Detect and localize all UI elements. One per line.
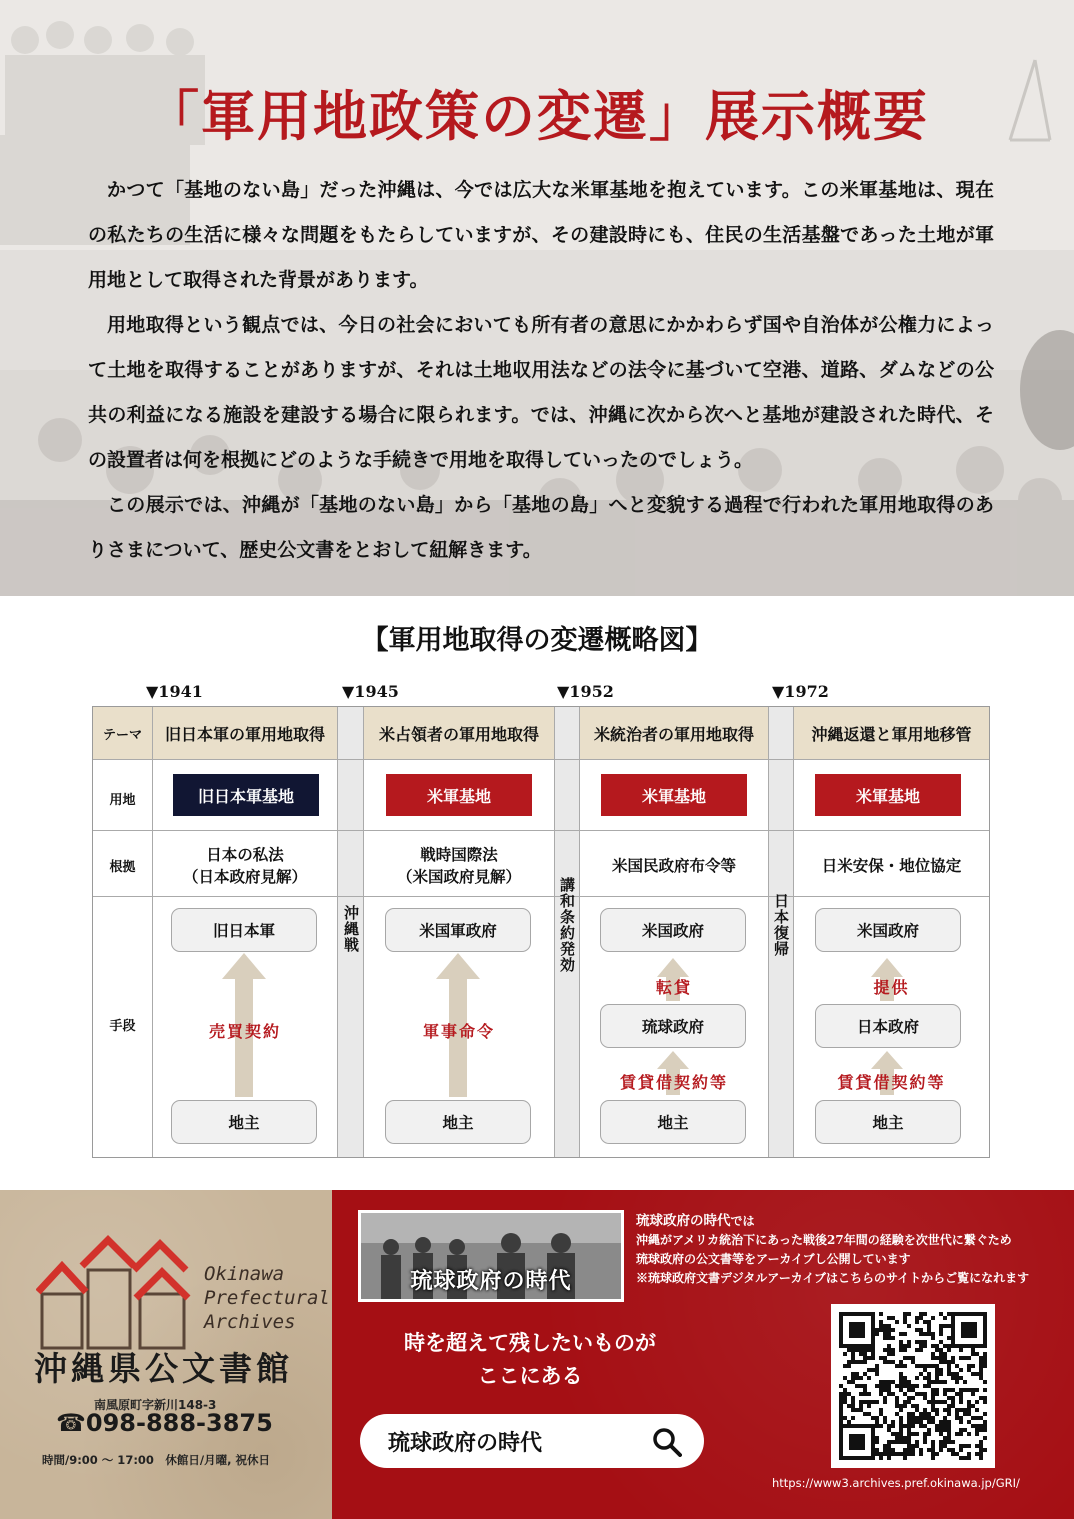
actor-box: 地主 [385, 1100, 531, 1144]
actor-box: 日本政府 [815, 1004, 961, 1048]
arrow-label: 賃貸借契約等 [619, 1073, 728, 1092]
event-label-okinawa-battle: 沖縄戦 [342, 905, 360, 953]
row-label-theme: テーマ [93, 707, 152, 759]
year-label-1952: ▼1952 [557, 682, 614, 701]
arrow-label: 軍事命令 [422, 1022, 495, 1041]
info-title: 琉球政府の時代 [636, 1213, 731, 1229]
land-box: 米軍基地 [815, 774, 961, 816]
info-line: 沖縄がアメリカ統治下にあった戦後27年間の経験を次世代に繋ぐため [636, 1233, 1012, 1247]
actor-box: 米国政府 [815, 908, 961, 952]
qr-code[interactable] [831, 1304, 995, 1468]
event-label-peace-treaty: 講和条約発効 [558, 877, 576, 973]
event-label-reversion: 日本復帰 [772, 893, 790, 957]
diagram-title: 【軍用地取得の変遷概略図】 [361, 625, 713, 656]
intro-paragraph: かつて「基地のない島」だった沖縄は、今では広大な米軍基地を抱えています。この米軍基地は、現在の私たちの生活に様々な問題をもたらしていますが、その建設時にも、住民の生活基盤であった土地が軍用地として取得された背景があります。 [88, 179, 994, 291]
address: 南風原町字新川148-3 [94, 1398, 217, 1412]
slogan-line: 時を超えて残したいものが [404, 1330, 656, 1355]
theme-cell: 米占領者の軍用地取得 [364, 707, 554, 759]
arrow-label: 売買契約 [208, 1022, 281, 1041]
basis-text: 戦時国際法 [420, 845, 498, 864]
page-title: 「軍用地政策の変遷」展示概要 [145, 84, 929, 148]
logo-line: Archives [204, 1311, 296, 1333]
phone-number: ☎098-888-3875 [56, 1409, 273, 1437]
arrow-label: 提供 [873, 978, 910, 997]
slogan [360, 1326, 700, 1392]
archives-logo-text [204, 1262, 330, 1334]
banner-title: 琉球政府の時代 [410, 1268, 572, 1294]
info-title-suffix: では [730, 1214, 755, 1228]
actor-box: 米国政府 [600, 908, 746, 952]
basis-note: （米国政府見解） [396, 867, 521, 886]
actor-box: 琉球政府 [600, 1004, 746, 1048]
actor-box: 旧日本軍 [171, 908, 317, 952]
actor-box: 地主 [600, 1100, 746, 1144]
arrow-label: 賃貸借契約等 [837, 1073, 946, 1092]
intro-text [88, 168, 994, 573]
theme-cell: 旧日本軍の軍用地取得 [153, 707, 337, 759]
year-label-1945: ▼1945 [342, 682, 399, 701]
actor-box: 地主 [815, 1100, 961, 1144]
logo-line: Okinawa [204, 1263, 285, 1285]
info-line: 琉球政府の公文書等をアーカイブし公開しています [636, 1252, 911, 1266]
intro-paragraph: この展示では、沖縄が「基地のない島」から「基地の島」へと変貌する過程で行われた軍用地取得のありさまについて、歴史公文書をとおして紐解きます。 [88, 494, 994, 561]
theme-cell: 沖縄返還と軍用地移管 [794, 707, 989, 759]
search-query[interactable]: 琉球政府の時代 [388, 1429, 543, 1456]
basis-text: 日米安保・地位協定 [821, 856, 962, 875]
slogan-line: ここにある [477, 1363, 583, 1388]
opening-hours: 時間/9:00 ～ 17:00 休館日/月曜, 祝休日 [42, 1453, 270, 1467]
land-box: 旧日本軍基地 [173, 774, 319, 816]
year-label-1972: ▼1972 [772, 682, 829, 701]
land-acquisition-diagram [92, 706, 990, 1158]
search-box[interactable] [360, 1414, 704, 1468]
year-label-1941: ▼1941 [146, 682, 203, 701]
row-label-method: 手段 [109, 1019, 136, 1034]
theme-cell: 米統治者の軍用地取得 [580, 707, 768, 759]
basis-note: （日本政府見解） [182, 867, 307, 886]
archive-description [636, 1212, 1029, 1288]
ryukyu-era-banner[interactable] [358, 1210, 624, 1302]
intro-paragraph: 用地取得という観点では、今日の社会においても所有者の意思にかかわらず国や自治体が公権力によって土地を取得することがありますが、それは土地収用法などの法令に基づいて空港、道路、ダムなどの公共の利益になる施設を建設する場合に限られます。では、沖縄に次から次へと基地が建設された時代、その設置者は何を根拠にどのような手続きで用地を取得していったのでしょう。 [88, 314, 994, 471]
search-icon[interactable] [652, 1427, 682, 1457]
actor-box: 地主 [171, 1100, 317, 1144]
row-label-basis: 根拠 [109, 860, 136, 875]
basis-text: 日本の私法 [206, 845, 284, 864]
archives-logo-icon [36, 1232, 206, 1350]
organization-name: 沖縄県公文書館 [34, 1349, 293, 1388]
basis-text: 米国民政府布令等 [611, 856, 736, 875]
actor-box: 米国軍政府 [385, 908, 531, 952]
archive-url[interactable]: https://www3.archives.pref.okinawa.jp/GRI/ [772, 1476, 1020, 1490]
land-box: 米軍基地 [386, 774, 532, 816]
info-line: ※琉球政府文書デジタルアーカイブはこちらのサイトからご覧になれます [636, 1271, 1030, 1285]
logo-line: Prefectural [204, 1287, 330, 1309]
row-label-land: 用地 [109, 793, 136, 808]
land-box: 米軍基地 [601, 774, 747, 816]
intro-section [0, 0, 1074, 596]
arrow-label: 転貸 [655, 978, 692, 997]
